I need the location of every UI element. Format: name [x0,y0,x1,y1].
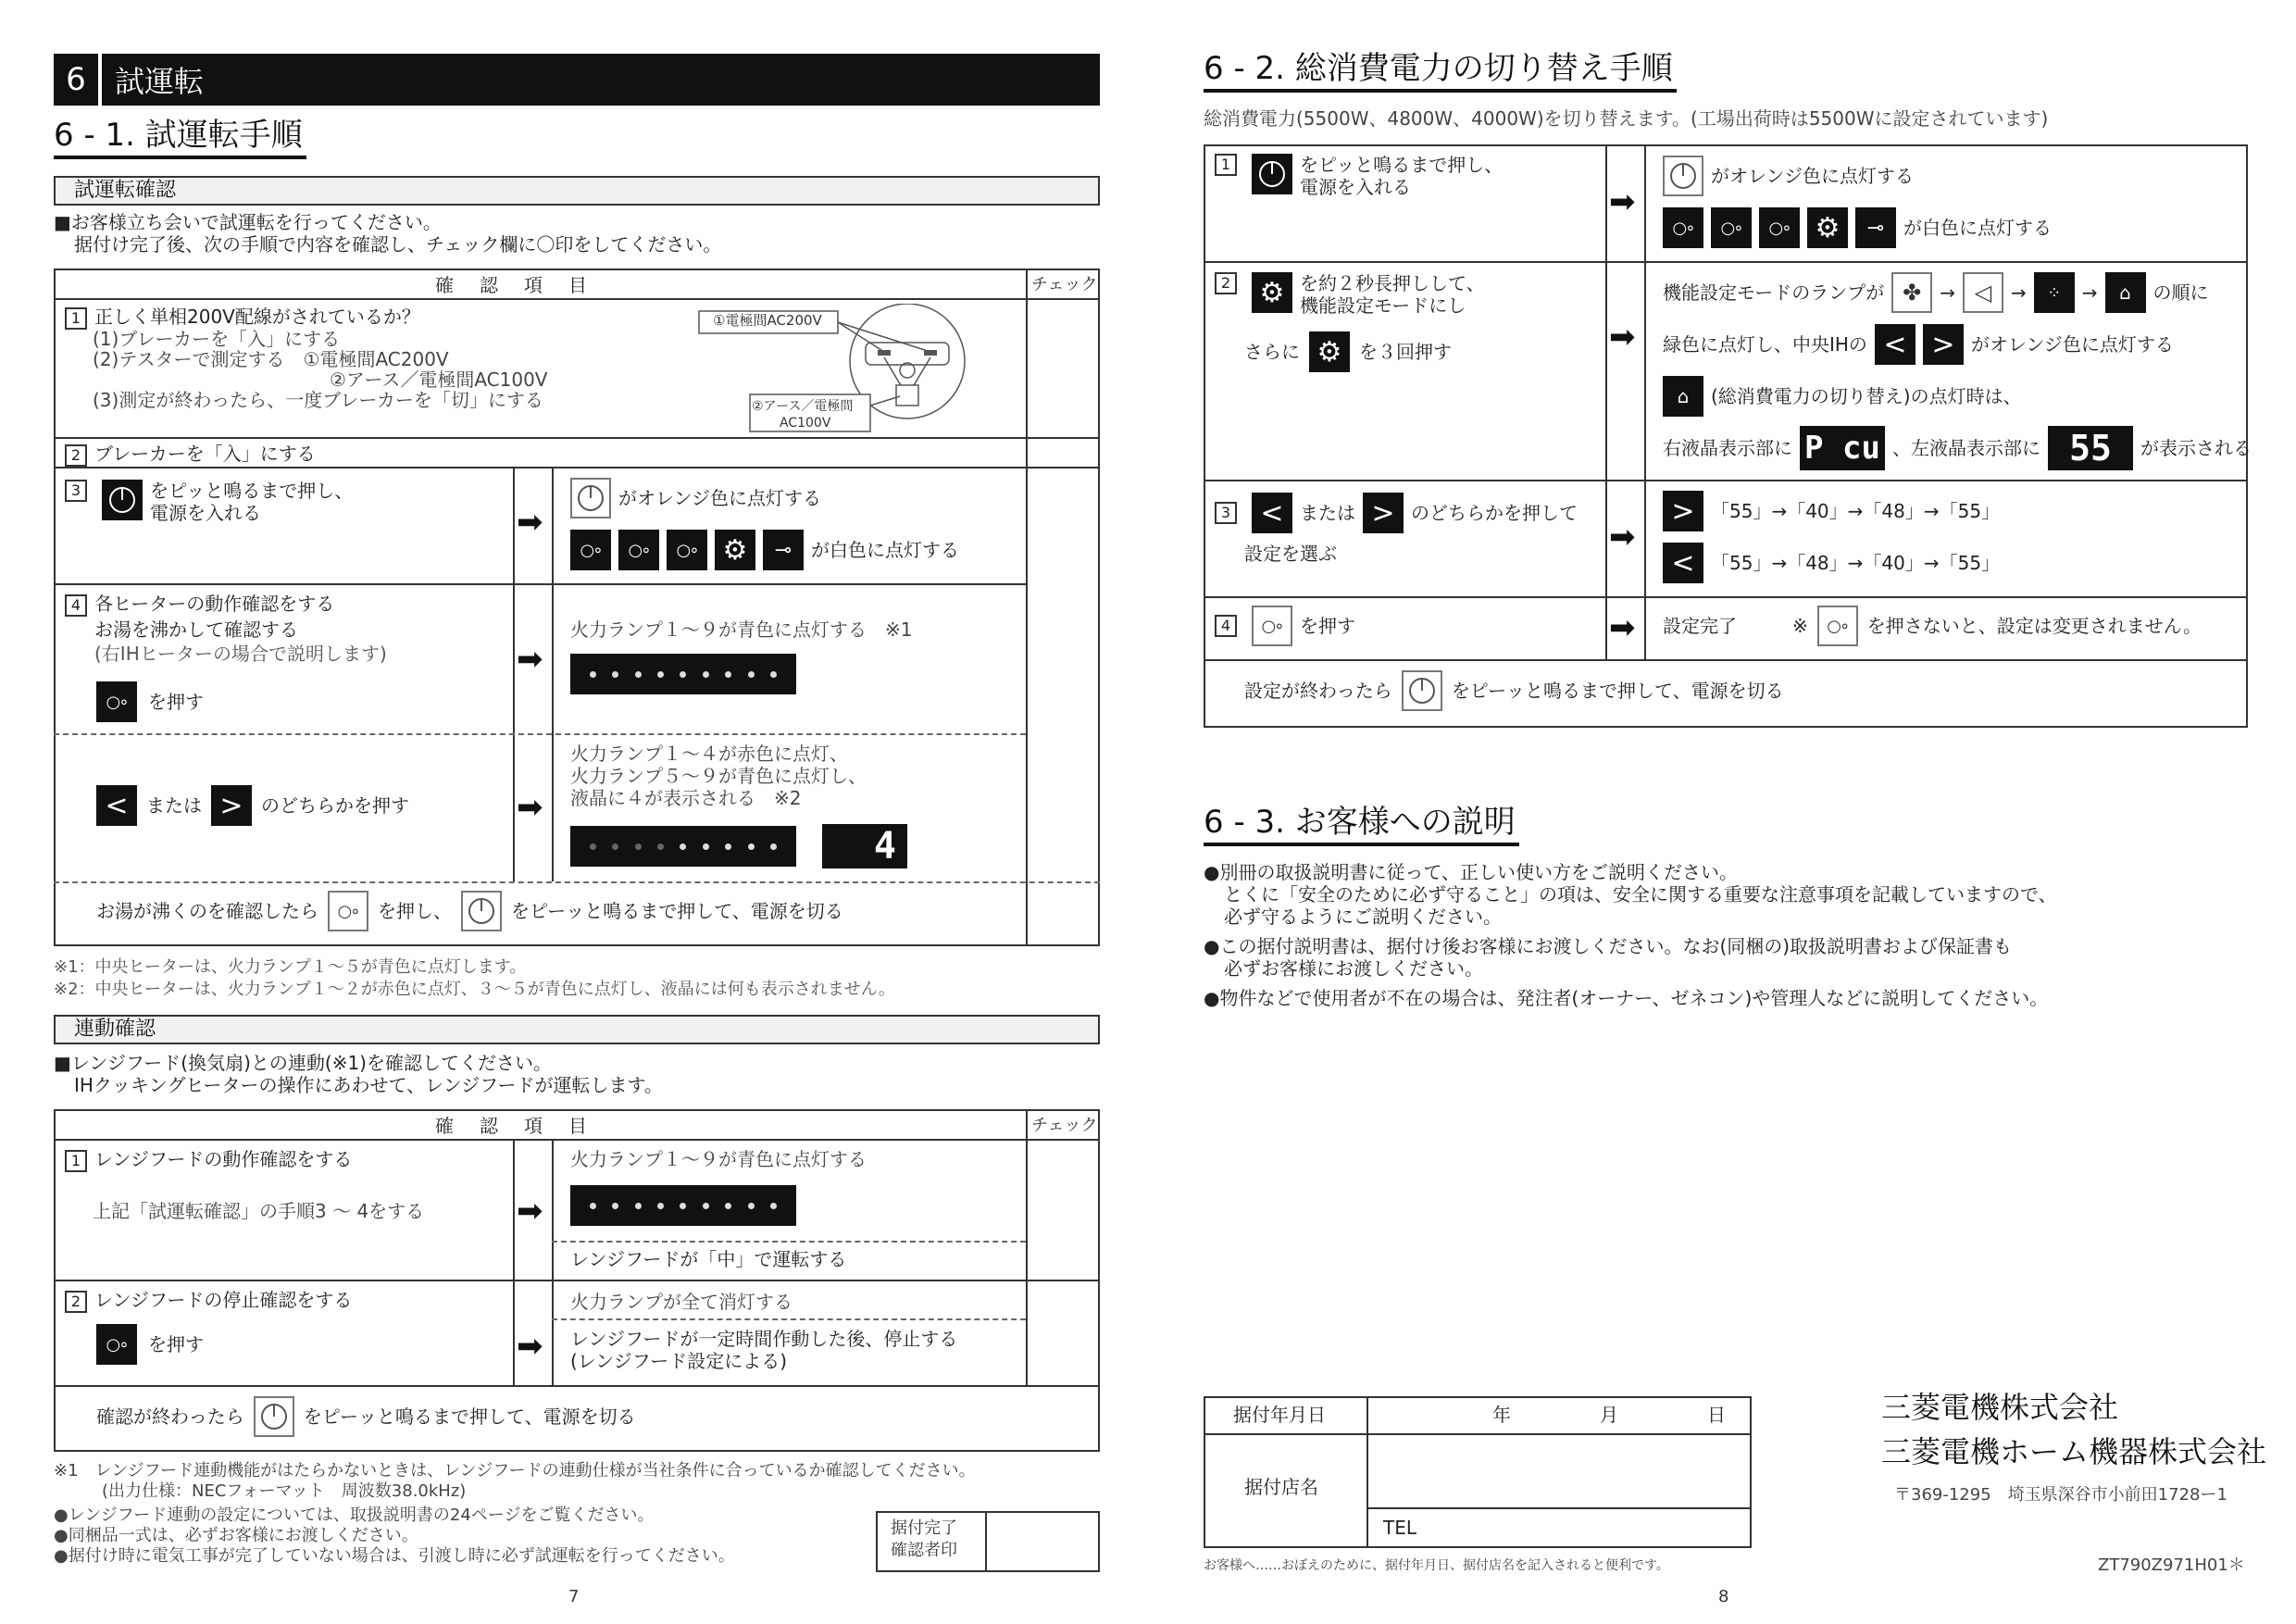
row3-result-1: がオレンジ色に点灯する [570,478,821,518]
power-step5: 設定が終わったら をピーッと鳴るまで押して、電源を切る [1244,670,1784,711]
chapter-number: 6 [54,54,102,106]
company-address: 〒369-1295 埼玉県深谷市小前田1728ー1 [1894,1485,2227,1505]
arrow-icon: ➡ [517,1193,543,1230]
heater-key-icon: ○∘ [1711,207,1752,248]
diagram-label: ②アース／電極間 [752,399,854,414]
lcd-display: P cu [1800,426,1885,470]
date-month-label: 月 [1600,1404,1618,1426]
gear-icon: ⚙ [1252,272,1292,313]
bullet-text: 必ず守るようにご説明ください。 [1224,906,1502,928]
heater-key-icon: ○∘ [96,681,137,722]
arrow-icon: ➡ [517,789,543,826]
heat-lamps-mixed [570,826,796,867]
subsection-test-run: 試運転確認 [54,176,1100,206]
power-mode-icon: ⌂ [2105,272,2146,313]
heater-key-icon: ○∘ [1817,606,1858,646]
power-step2-result1: 機能設定モードのランプが ✤ → ◁ → ⁘ → ⌂ の順に [1663,272,2209,313]
lcd-display: 4 [822,824,907,868]
power-step4-result: 設定完了 ※ ○∘ を押さないと、設定は変更されません。 [1663,606,2202,646]
row2-title: 2 ブレーカーを「入」にする [65,443,316,467]
heater-key-icon: ○∘ [1252,606,1292,646]
dots-icon: ⁘ [2034,272,2075,313]
linkage-row2-push: ○∘ を押す [96,1324,204,1365]
power-step1: 1 をピッと鳴るまで押し、 電源を入れる [1215,154,1503,198]
bullet-text: ●物件などで使用者が不在の場合は、発注者(オーナー、ゼネコン)や管理人などに説明してください。 [1204,987,2049,1009]
gear-icon: ⚙ [1309,331,1350,372]
table-header-check: チェック [1031,275,1098,294]
row1-step: (2)テスターで測定する ①電極間AC200V [93,348,449,370]
intro-line: ■お客様立ち会いで試運転を行ってください。 [54,211,442,233]
gear-icon: ⚙ [715,530,755,570]
install-shop-label: 据付店名 [1244,1476,1318,1498]
subsection-linkage: 連動確認 [54,1015,1100,1044]
footnote: ●据付け時に電気工事が完了していない場合は、引渡し時に必ず試運転を行ってください。 [54,1546,735,1566]
arrow-icon: ➡ [517,1328,543,1365]
heat-lamps-blue [570,1185,796,1226]
section-title-6-3: 6 - 3. お客様への説明 [1204,802,1519,846]
power-mode-icon: ⌂ [1663,376,1703,417]
power-step3: 3 < または > のどちらかを押して [1215,493,1578,533]
chapter-title: 試運転 [115,64,205,99]
power-key-icon [102,480,143,520]
row5-result: 火力ランプ１～４が赤色に点灯、 [570,743,848,765]
chevron-right-icon: > [211,785,252,826]
table-header-items: 確 認 項 目 [435,1115,591,1137]
arrow-icon: ➡ [1609,319,1636,356]
heat-lamps-blue [570,654,796,694]
diagram-label: AC100V [780,416,831,431]
heater-key-icon: ○∘ [570,530,611,570]
linkage-row2-title: 2 レンジフードの停止確認をする [65,1289,352,1313]
heater-key-icon: ○∘ [96,1324,137,1365]
chapter-header [54,54,1100,106]
footnote: ●レンジフード連動の設定については、取扱説明書の24ページをご覧ください。 [54,1505,655,1525]
power-key-icon [461,891,502,931]
footnote: ※2：中央ヒーターは、火力ランプ１～２が赤色に点灯、３～５が青色に点灯し、液晶には何も表示されません。 [54,980,895,999]
linkage-row2-result: 火力ランプが全て消灯する [570,1291,792,1313]
row1-step: ②アース／電極間AC100V [330,369,548,391]
footnote: ※1：中央ヒーターは、火力ランプ１～５が青色に点灯します。 [54,957,527,977]
intro-line: 据付け完了後、次の手順で内容を確認し、チェック欄に〇印をしてください。 [74,233,722,256]
power-step1-result2: ○∘ ○∘ ○∘ ⚙ ⊸ が白色に点灯する [1663,207,2052,248]
fan-icon: ✤ [1891,272,1932,313]
row4-instruction: 4 各ヒーターの動作確認をする お湯を沸かして確認する (右IHヒーターの場合で説明します) [65,593,387,665]
section-title-6-1: 6 - 1. 試運転手順 [54,115,306,159]
bullet-text: とくに「安全のために必ず守ること」の項は、安全に関する重要な注意事項を記載していますので、 [1224,883,2057,906]
stamp-label: 据付完了 [891,1518,957,1538]
table-header-check: チェック [1031,1116,1098,1135]
linkage-row1-result: 火力ランプ１～９が青色に点灯する [570,1148,867,1170]
arrow-icon: ➡ [517,641,543,678]
diagram-label: ①電極間AC200V [713,312,822,329]
chevron-left-icon: < [1252,493,1292,533]
intro-line: ■レンジフード(換気扇)との連動(※1)を確認してください。 [54,1052,552,1074]
install-date-label: 据付年月日 [1233,1404,1326,1426]
row3-instruction: 3 をピッと鳴るまで押し、 電源を入れる [65,480,353,524]
row1-step: (3)測定が終わったら、一度ブレーカーを「切」にする [93,389,543,411]
arrow-icon: ➡ [1609,183,1636,220]
footnote: ※1 レンジフード連動機能がはたらかないときは、レンジフードの連動仕様が当社条件に合っているか確認してください。 [54,1461,976,1480]
linkage-row1-step: 上記「試運転確認」の手順3 ～ 4をする [93,1200,425,1222]
row6-instruction: お湯が沸くのを確認したら ○∘ を押し、 をピーッと鳴るまで押して、電源を切る [96,891,843,931]
page-number: 7 [568,1587,580,1606]
bullet-text: ●この据付説明書は、据付け後お客様にお渡しください。なお(同梱の)取扱説明書および保証書も [1204,935,2013,957]
form-note: お客様へ……おぼえのために、据付年月日、据付店名を記入されると便利です。 [1204,1558,1669,1573]
arrow-icon: ➡ [517,504,543,541]
document-code: ZT790Z971H01＊ [2098,1555,2245,1575]
power-step2b: さらに ⚙ を３回押す [1244,331,1452,372]
section-description: 総消費電力(5500W、4800W、4000W)を切り替えます。(工場出荷時は5500Wに設定されています) [1204,107,2049,130]
speaker-icon: ◁ [1963,272,2003,313]
footnote: ●同梱品一式は、必ずお客様にお渡しください。 [54,1526,418,1545]
power-key-icon [1663,156,1703,196]
row1-title: 1 正しく単相200V配線がされているか？ [65,306,420,330]
stamp-label: 確認者印 [891,1541,957,1560]
gear-icon: ⚙ [1807,207,1848,248]
date-day-label: 日 [1707,1404,1726,1426]
date-year-label: 年 [1492,1404,1511,1426]
chevron-right-icon: > [1663,491,1703,531]
power-step2-result4: 右液晶表示部に P cu 、左液晶表示部に 55 が表示される [1663,428,2252,468]
chevron-left-icon: < [1663,543,1703,583]
power-key-icon [570,478,611,518]
heater-key-icon: ○∘ [667,530,707,570]
power-key-icon [1252,154,1292,194]
heater-key-icon: ○∘ [1663,207,1703,248]
arrow-icon: ➡ [1609,609,1636,646]
row4-result: 火力ランプ１～９が青色に点灯する ※1 [570,618,913,641]
row1-step: (1)ブレーカーを「入」にする [93,328,341,350]
row4-push: ○∘ を押す [96,681,204,722]
chevron-left-icon: < [96,785,137,826]
row5-result: 液晶に４が表示される ※2 [570,787,802,809]
arrow-icon: ➡ [1609,518,1636,556]
tel-label: TEL [1383,1517,1416,1539]
company-name: 三菱電機株式会社 [1881,1390,2119,1425]
bullet-text: ●別冊の取扱説明書に従って、正しい使い方をご説明ください。 [1204,861,1739,883]
row5-instruction: < または > のどちらかを押す [96,785,409,826]
power-step4: 4 ○∘ を押す [1215,606,1355,646]
power-step2-result2: 緑色に点灯し、中央IHの < > がオレンジ色に点灯する [1663,324,2174,365]
power-key-icon [254,1396,294,1437]
lcd-display: 55 [2048,426,2133,470]
power-step3-seq1: > 「55」→「40」→「48」→「55」 [1663,491,2000,531]
linkage-row1-title: 1 レンジフードの動作確認をする [65,1148,352,1172]
chevron-left-icon: < [1875,324,1915,365]
power-step2-result3: ⌂ (総消費電力の切り替え)の点灯時は、 [1663,376,2022,417]
key-lock-icon: ⊸ [1855,207,1896,248]
intro-line: IHクッキングヒーターの操作にあわせて、レンジフードが運転します。 [74,1074,663,1096]
chevron-right-icon: > [1363,493,1404,533]
section-title-6-2: 6 - 2. 総消費電力の切り替え手順 [1204,48,1677,93]
power-key-icon [1402,670,1442,711]
linkage-row2-result: レンジフードが一定時間作動した後、停止する [570,1328,958,1350]
power-step3-label: 設定を選ぶ [1244,543,1337,565]
heater-key-icon: ○∘ [618,530,659,570]
power-step3-seq2: < 「55」→「48」→「40」→「55」 [1663,543,2000,583]
row3-result-2: ○∘ ○∘ ○∘ ⚙ ⊸ が白色に点灯する [570,530,959,570]
linkage-row3: 確認が終わったら をピーッと鳴るまで押して、電源を切る [96,1396,636,1437]
chevron-right-icon: > [1923,324,1964,365]
power-step1-result1: がオレンジ色に点灯する [1663,156,1914,196]
company-name: 三菱電機ホーム機器株式会社 [1881,1434,2267,1469]
power-step2: 2 ⚙ を約２秒長押しして、 機能設定モードにし [1215,272,1485,317]
bullet-text: 必ずお客様にお渡しください。 [1224,957,1483,980]
table-header-items: 確 認 項 目 [435,274,591,296]
heater-key-icon: ○∘ [328,891,368,931]
linkage-row2-result: (レンジフード設定による) [570,1350,788,1372]
key-lock-icon: ⊸ [763,530,804,570]
page-number: 8 [1718,1587,1729,1606]
row5-result: 火力ランプ５～９が青色に点灯し、 [570,765,867,787]
heater-key-icon: ○∘ [1759,207,1800,248]
footnote: (出力仕様：NECフォーマット 周波数38.0kHz) [102,1481,467,1501]
linkage-row1-result: レンジフードが「中」で運転する [570,1248,847,1270]
